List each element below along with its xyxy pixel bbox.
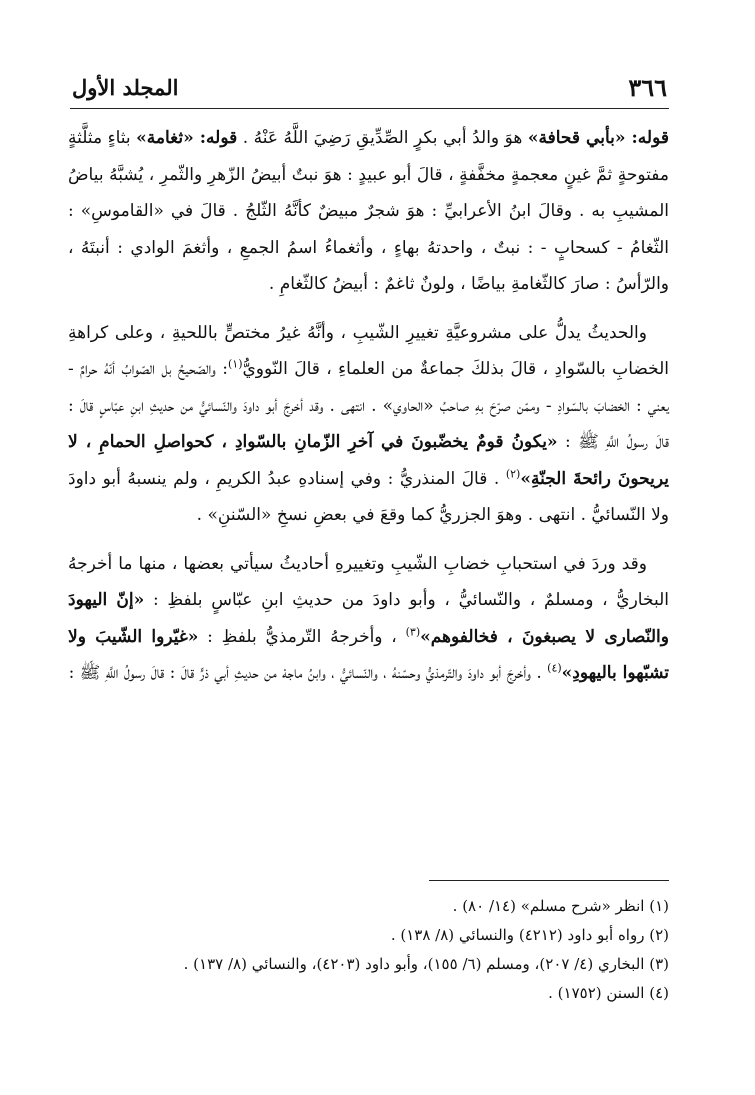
hadith-quote: «إنّ اليهودَ والنّصارى لا يصبغونَ ، فخالفوهم»	[68, 590, 669, 647]
footnote-divider	[429, 880, 669, 881]
main-text	[68, 120, 669, 704]
text-span: . وأخرجَ أبو داودَ والتّرمذيُّ وحسّنهُ ، والنّسائيُّ ، وابنُ ماجهْ من حديثِ أبي ذرٍّ قالَ : قالَ رسولُ اللَّهِ ﷺ :	[68, 663, 548, 683]
paragraph-commentary	[68, 120, 669, 303]
hadith-quote: «غيّروا الشّيبَ ولا تشبّهوا باليهودِ»	[68, 626, 669, 683]
footnote-1: (١) انظر «شرح مسلم» (١٤/ ٨٠) .	[452, 897, 669, 915]
lemma-thaghama: قوله: «ثغامة»	[136, 128, 238, 148]
footnotes	[86, 892, 669, 1008]
footnote-ref-4: (٤)	[547, 661, 562, 675]
hadith-quote: «يكونُ قومٌ يخضّبونَ في آخرِ الزّمانِ بالسّوادِ ، كحواصلِ الحمامِ ، لا يريحونَ رائحةَ الجنّةِ»	[68, 432, 669, 489]
footnote-ref-2: (٢)	[505, 466, 521, 480]
lemma-abi-quhafa: قوله: «بأبي قحافة»	[527, 128, 669, 148]
volume-title: المجلد الأول	[72, 74, 179, 100]
text-span: هوَ والدُ أبي بكرٍ الصِّدِّيقِ رَضِيَ اللَّهُ عَنْهُ .	[237, 128, 528, 148]
footnote-3: (٣) البخاري (٤/ ٢٠٧)، ومسلم (٦/ ١٥٥)، وأبو داود (٤٢٠٣)، والنسائي (٨/ ١٣٧) .	[183, 955, 669, 973]
footnote-2: (٢) رواه أبو داود (٤٢١٢) والنسائي (٨/ ١٣٨) .	[390, 926, 669, 944]
text-span: : والصّحيحُ بل الصّوابُ أنّهُ حرامٌ - يعني : الخضابَ بالسّوادِ - وممّن صرّحَ بهِ صاحبُ «الحاوي» . انتهى . وقد أخرجَ أبو داودَ والنّسائيُّ من حديثِ ابنِ عبّاسٍ قالَ : قالَ رسولُ اللَّهِ ﷺ :	[68, 359, 670, 452]
text-span: بثاءٍ مثلَّثةٍ مفتوحةٍ ثمَّ غينٍ معجمةٍ مخفَّفةٍ ، قالَ أبو عبيدٍ : هوَ نبتٌ أبيضُ الزّهرِ والثّمرِ ، يُشبَّهُ بياضُ المشيبِ به . وقالَ ابنُ الأعرابيِّ : هوَ شجرٌ مبيضٌ كأنَّهُ الثّلجُ . قالَ في «القاموسِ» : الثّغامُ - كسحابٍ - : نبتٌ ، واحدتهُ بهاءٍ ، وأثغماءُ اسمُ الجمعِ ، وأثغمَ الوادي : أنبتَهُ ، والرّأسُ : صارَ كالثّغامةِ بياضًا ، ولونٌ ثاغمٌ : أبيضُ كالثّغامِ .	[68, 128, 669, 294]
header-divider	[70, 108, 669, 109]
page-header	[72, 70, 667, 104]
footnote-4: (٤) السنن (١٧٥٢) .	[548, 984, 669, 1002]
paragraph-hadith-discussion	[68, 315, 669, 534]
text-span: . قالَ المنذريُّ : وفي إسنادهِ عبدُ الكريمِ ، ولم ينسبهُ أبو داودَ ولا النّسائيُّ . انتهى . وهوَ الجزريُّ كما وقعَ في بعضِ نسخِ «السّننِ» .	[68, 468, 669, 525]
text-span: والحديثُ يدلُّ على مشروعيَّةِ تغييرِ الشّيبِ ، وأنَّهُ غيرُ مختصٍّ باللحيةِ ، وعلى كراهةِ الخضابِ بالسّوادِ ، قالَ بذلكَ جماعةٌ من العلماءِ ، قالَ النّوويُّ	[68, 322, 669, 379]
paragraph-dyeing-hadiths	[68, 546, 669, 692]
page-number: ٣٦٦	[628, 72, 667, 102]
text-span: وقد وردَ في استحبابِ خضابِ الشّيبِ وتغييرهِ أحاديثُ سيأتي بعضها ، منها ما أخرجهُ البخاريُّ ، ومسلمٌ ، والنّسائيُّ ، وأبو داودَ من حديثِ ابنِ عبّاسٍ بلفظِ :	[68, 553, 669, 610]
footnote-ref-1: (١)	[227, 357, 243, 371]
footnote-ref-3: (٣)	[405, 624, 421, 638]
text-span: ، وأخرجهُ التّرمذيُّ بلفظِ :	[198, 626, 406, 647]
